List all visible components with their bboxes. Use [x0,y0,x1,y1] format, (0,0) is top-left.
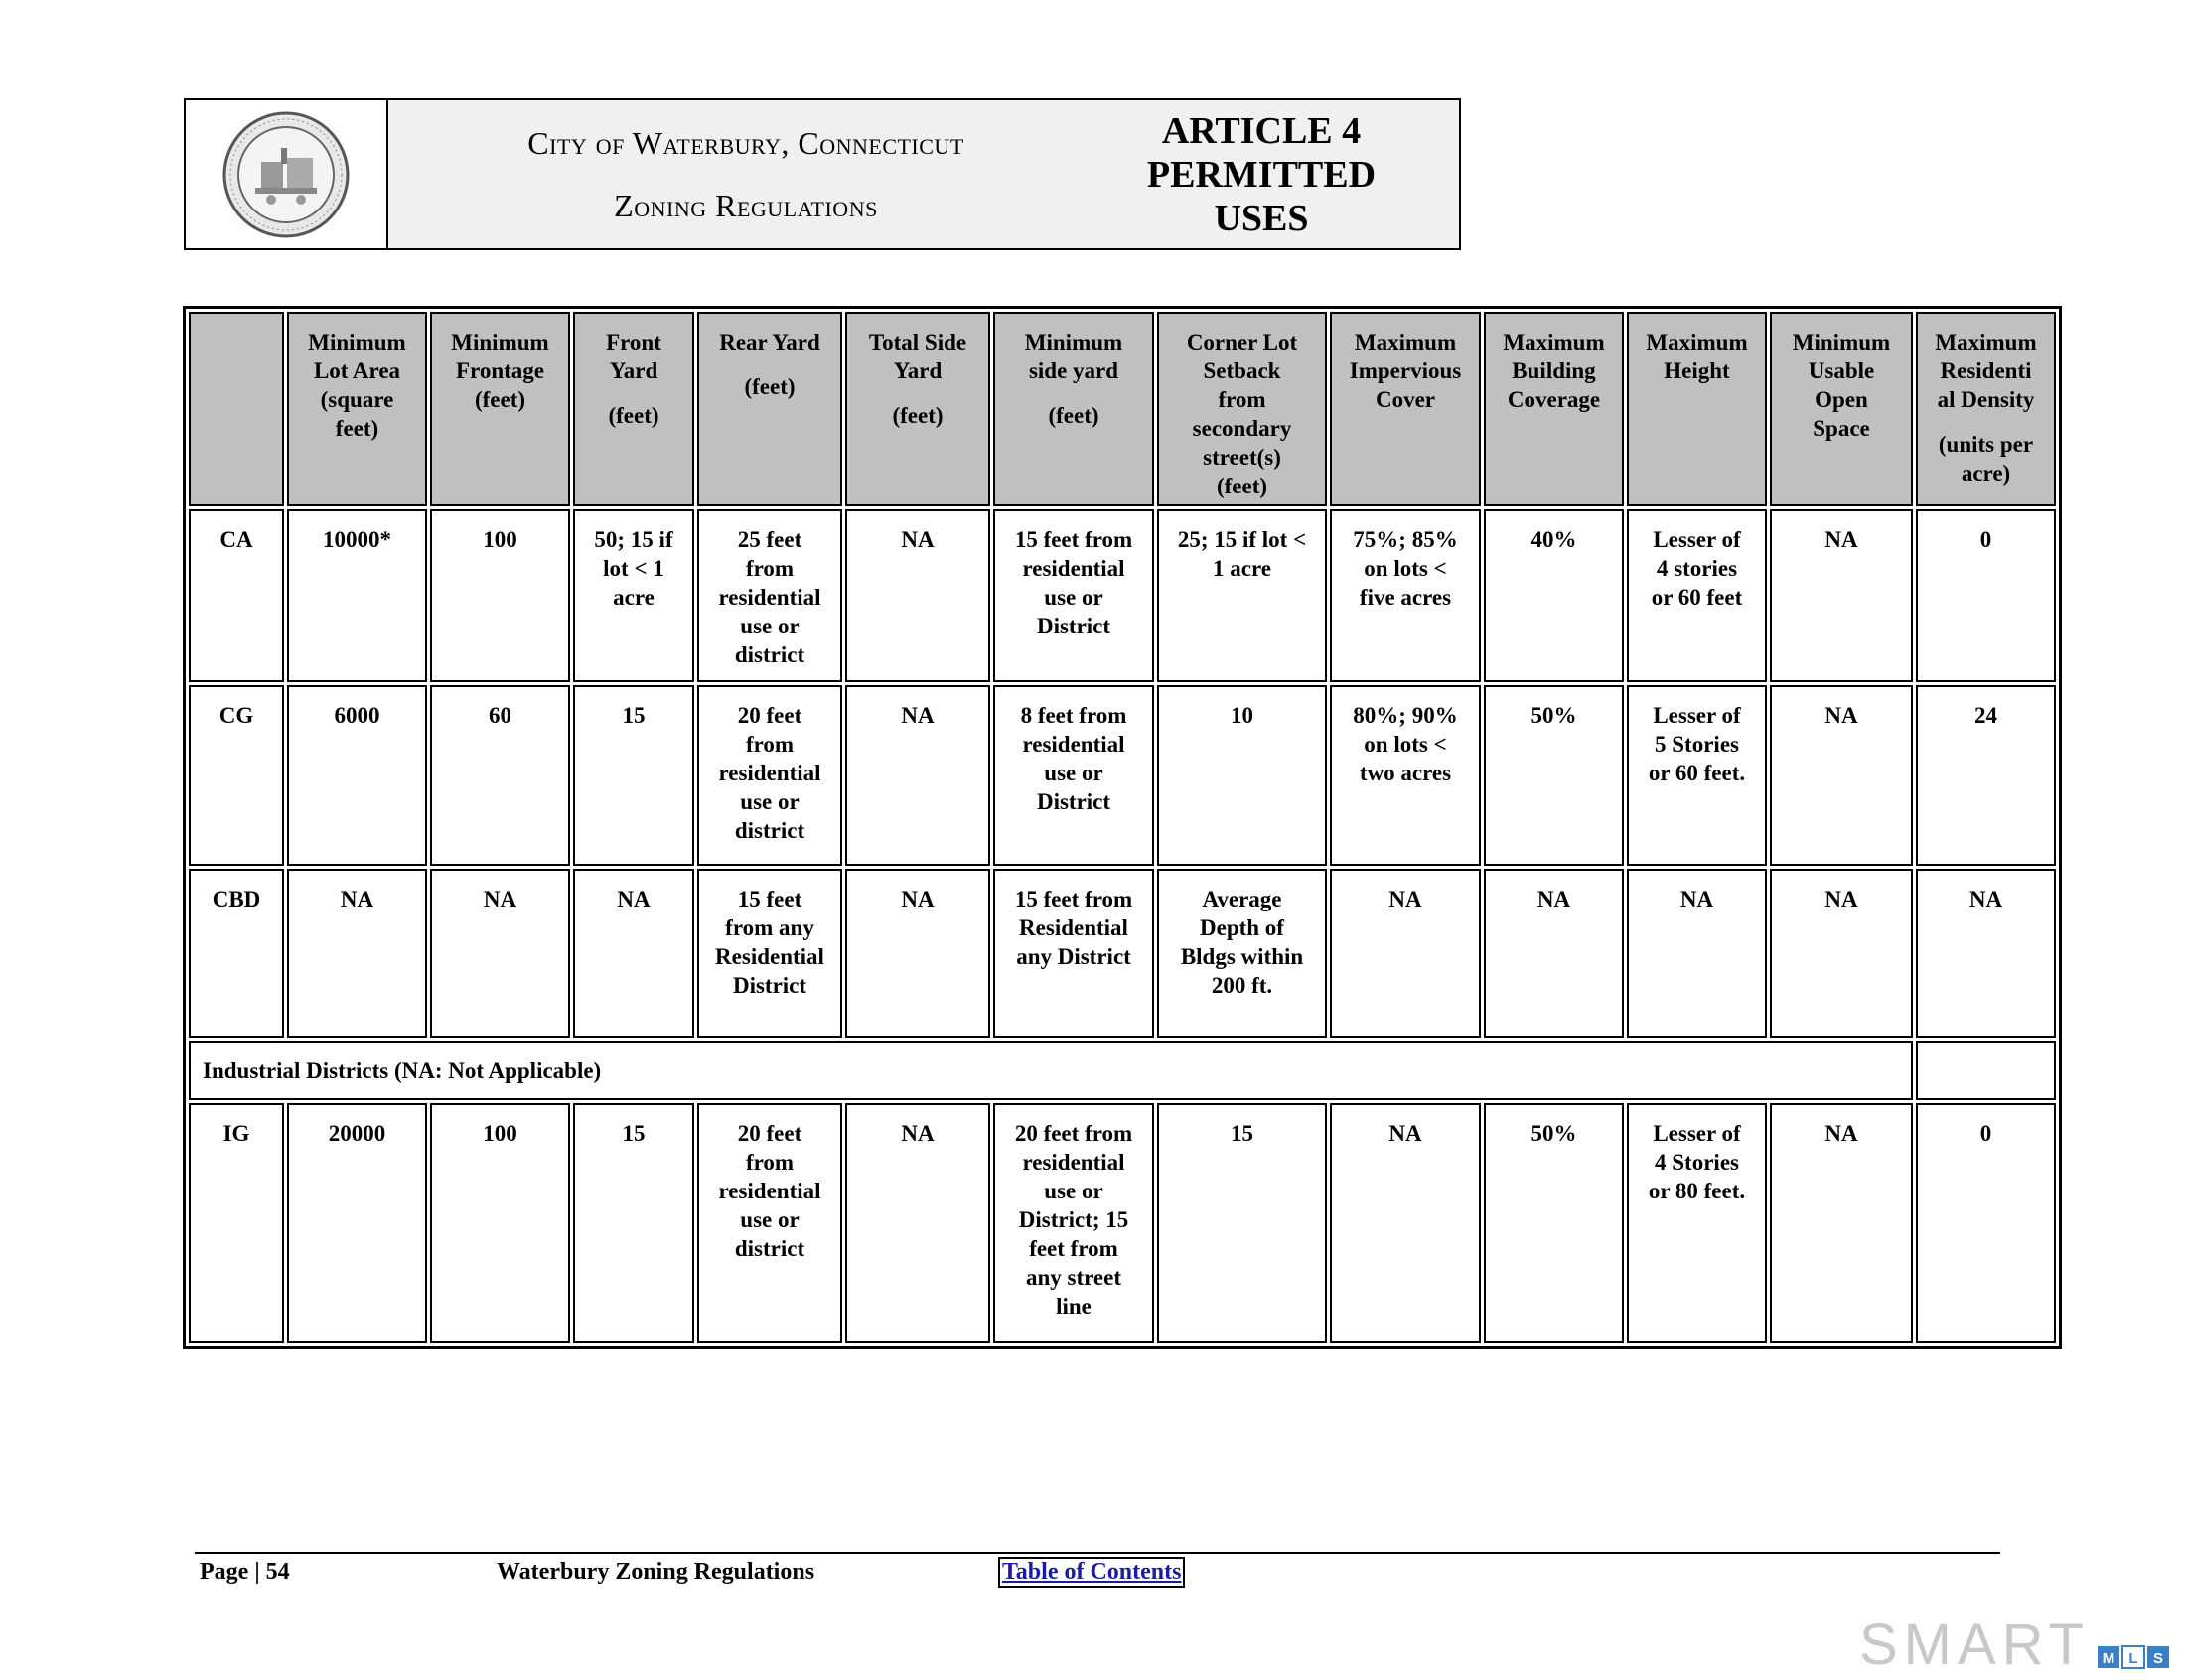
article-title-line2: PERMITTED [1146,153,1377,196]
table-header-row [189,312,2056,506]
table-cell: Lesser of 5 Stories or 60 feet. [1627,685,1767,866]
header-cell-max-impervious-cover: Maximum Impervious Cover [1330,312,1481,506]
article-title [1103,100,1459,248]
zoning-dimensional-table [183,306,2062,1349]
section-row [189,1041,2056,1100]
header-cell-min-usable-open-space: Minimum Usable Open Space [1770,312,1913,506]
table-cell: Average Depth of Bldgs within 200 ft. [1157,869,1327,1038]
table-cell: 50% [1484,685,1624,866]
table-cell: NA [845,509,990,682]
city-seal-icon [221,110,351,239]
table-cell: 20 feet from residential use or District; 15 feet from any street line [993,1103,1154,1343]
table-cell: NA [1770,1103,1913,1343]
district-cell: CG [189,685,284,866]
table-cell: NA [1330,1103,1481,1343]
table-cell: 80%; 90% on lots < two acres [1330,685,1481,866]
table-row [189,1103,2056,1343]
table-cell: NA [1484,869,1624,1038]
header-cell-max-building-coverage: Maximum Building Coverage [1484,312,1624,506]
district-cell: CA [189,509,284,682]
header-cell-min-frontage: Minimum Frontage (feet) [430,312,570,506]
table-cell: 20 feet from residential use or district [697,1103,842,1343]
document-header [184,98,1461,250]
article-title-line1: ARTICLE 4 [1161,109,1362,152]
table-cell: 0 [1916,509,2056,682]
header-cell-district [189,312,284,506]
table-cell: Lesser of 4 stories or 60 feet [1627,509,1767,682]
document-name: Zoning Regulations [614,187,878,223]
table-cell: NA [1916,869,2056,1038]
table-cell: NA [845,685,990,866]
section-empty-cell [1916,1041,2056,1100]
footer-document-title: Waterbury Zoning Regulations [497,1559,815,1585]
table-cell: 60 [430,685,570,866]
article-title-line3: USES [1214,197,1309,239]
table-cell: NA [573,869,694,1038]
table-of-contents-link[interactable]: Table of Contents [998,1557,1185,1588]
table-cell: 25; 15 if lot < 1 acre [1157,509,1327,682]
table-cell: 0 [1916,1103,2056,1343]
table-cell: NA [1770,869,1913,1038]
table-cell: NA [287,869,427,1038]
table-cell: 20000 [287,1103,427,1343]
table-cell: 25 feet from residential use or district [697,509,842,682]
table-cell: 40% [1484,509,1624,682]
smart-logo-text: SMART [1859,1616,2090,1672]
section-label: Industrial Districts (NA: Not Applicable) [189,1041,1913,1100]
table-cell: NA [1770,685,1913,866]
svg-text:S: S [2152,1650,2164,1667]
table-cell: 15 feet from any Residential District [697,869,842,1038]
footer-divider [195,1552,2000,1554]
table-cell: NA [430,869,570,1038]
table-cell: 50% [1484,1103,1624,1343]
table-cell: NA [845,1103,990,1343]
table-cell: Lesser of 4 Stories or 80 feet. [1627,1103,1767,1343]
table-cell: 75%; 85% on lots < five acres [1330,509,1481,682]
table-cell: 15 [573,1103,694,1343]
table-cell: 10 [1157,685,1327,866]
table-cell: 10000* [287,509,427,682]
table-cell: 15 feet from residential use or District [993,509,1154,682]
header-cell-min-side-yard: Minimum side yard (feet) [993,312,1154,506]
header-cell-corner-lot-setback: Corner Lot Setback from secondary street(s) (feet) [1157,312,1327,506]
header-cell-max-residential-density: Maximum Residenti al Density (units per acre) [1916,312,2056,506]
table-cell: NA [1627,869,1767,1038]
table-cell: 24 [1916,685,2056,866]
svg-text:L: L [2128,1650,2138,1667]
table-cell: 6000 [287,685,427,866]
city-seal-cell [186,100,388,248]
svg-text:M: M [2102,1650,2115,1667]
table-row [189,869,2056,1038]
table-cell: 20 feet from residential use or district [697,685,842,866]
table-cell: 15 [1157,1103,1327,1343]
table-cell: 100 [430,1103,570,1343]
table-cell: NA [1770,509,1913,682]
table-row [189,509,2056,682]
table-cell: NA [845,869,990,1038]
header-cell-max-height: Maximum Height [1627,312,1767,506]
header-title-left [388,100,1103,248]
table-cell: 8 feet from residential use or District [993,685,1154,866]
smart-mls-logo [1859,1616,2177,1672]
table-cell: NA [1330,869,1481,1038]
table-cell: 15 feet from Residential any District [993,869,1154,1038]
table-row [189,685,2056,866]
header-title-cell [388,100,1459,248]
table-cell: 100 [430,509,570,682]
header-cell-rear-yard: Rear Yard (feet) [697,312,842,506]
page-number: Page | 54 [200,1559,290,1585]
district-cell: IG [189,1103,284,1343]
header-cell-total-side-yard: Total Side Yard (feet) [845,312,990,506]
header-cell-min-lot-area: Minimum Lot Area (square feet) [287,312,427,506]
header-cell-front-yard: Front Yard (feet) [573,312,694,506]
table-cell: 15 [573,685,694,866]
city-name: City of Waterbury, Connecticut [527,124,964,161]
district-cell: CBD [189,869,284,1038]
table-cell: 50; 15 if lot < 1 acre [573,509,694,682]
